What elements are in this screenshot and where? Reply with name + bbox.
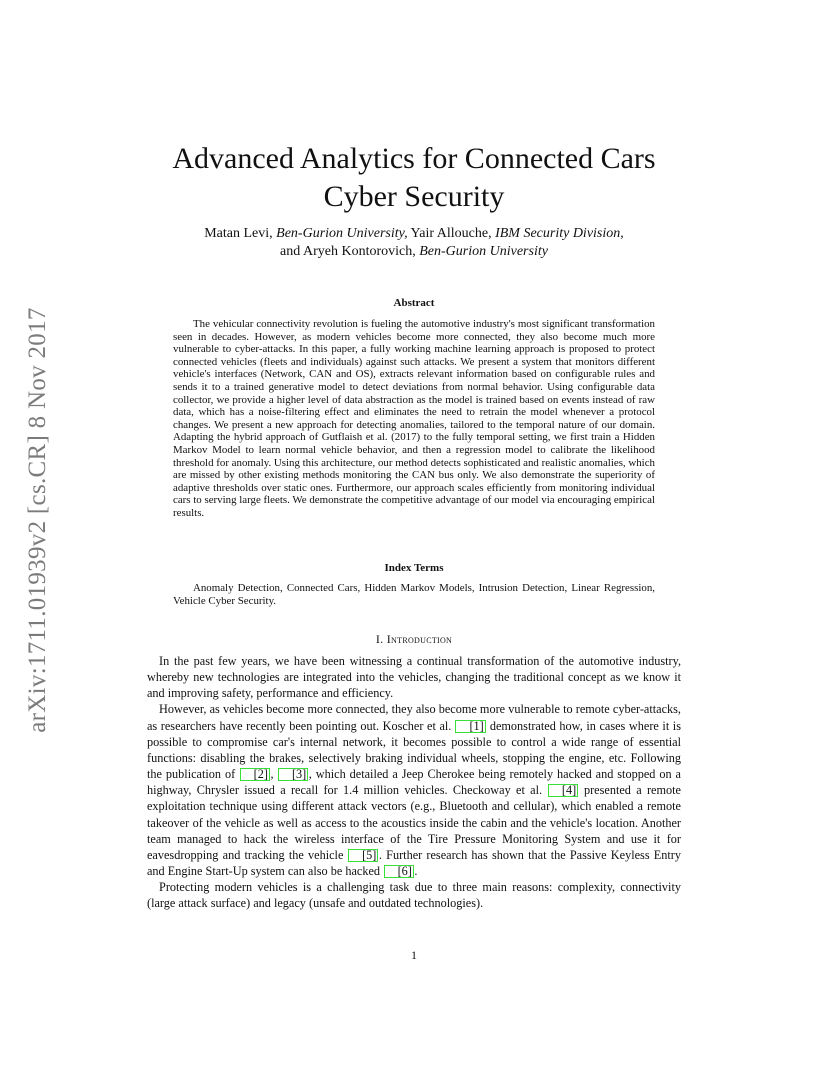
citation-link-4[interactable]: [4] <box>548 784 578 797</box>
abstract-heading: Abstract <box>393 297 435 309</box>
paragraph-2-text-g: . <box>414 864 418 879</box>
section-title: Introduction <box>386 632 453 646</box>
citation-link-1[interactable]: [1] <box>455 720 485 733</box>
body-text <box>147 653 681 912</box>
page-number: 1 <box>411 948 417 962</box>
citation-link-2[interactable]: [2] <box>240 768 270 781</box>
index-terms-heading: Index Terms <box>384 562 444 574</box>
paragraph-2 <box>147 701 681 879</box>
paragraph-2-text-e: presented a remote exploitation technique using different attack vectors (e.g., Bluetooth and cellular), which enabled a remote takeover of the vehicle as well as access to the acoustics inside the cabin and the vehicle's location. Another team managed to hack the wireless interface of the Tire Pressure Monitoring System and use it for eavesdropping and tracking the vehicle <box>147 783 681 862</box>
author-3-name: and Aryeh Kontorovich, <box>280 244 420 259</box>
title-line-2: Cyber Security <box>323 180 505 213</box>
arxiv-identifier-text: arXiv:1711.01939v2 [cs.CR] 8 Nov 2017 <box>24 307 51 733</box>
author-1-name: Matan Levi, <box>204 226 277 241</box>
paragraph-3: Protecting modern vehicles is a challenging task due to three main reasons: complexity, connectivity (large attack surface) and legacy (unsafe and outdated technologies). <box>147 880 681 911</box>
section-heading-introduction <box>147 632 681 647</box>
author-2-name: Yair Allouche, <box>407 226 496 241</box>
section-number: I. <box>375 632 387 646</box>
paragraph-2-text-f: . Further research has shown that the Passive Keyless Entry and Engine Start-Up system can also be hacked <box>147 847 682 879</box>
title-line-1: Advanced Analytics for Connected Cars <box>172 142 656 175</box>
paragraph-2-text-c: , <box>270 767 278 782</box>
paragraph-2-text-b: demonstrated how, in cases where it is possible to compromise car's internal network, it becomes possible to control a wide range of essential functions: disabling the brakes, selectively braking individual wheels, stopping the engine, etc. Following the publication of <box>147 718 681 782</box>
index-terms-text: Anomaly Detection, Connected Cars, Hidden Markov Models, Intrusion Detection, Linear Regression, Vehicle Cyber Security. <box>173 582 655 607</box>
abstract-text: The vehicular connectivity revolution is fueling the automotive industry's most significant transformation seen in decades. However, as modern vehicles become more connected, they also become much more vulnerable to cyber-attacks. In this paper, a fully working machine learning approach is proposed to protect connected vehicles (fleets and individuals) against such attacks. We present a system that monitors different vehicle's interfaces (Network, CAN and OS), extracts relevant information based on configurable rules and sends it to a trained generative model to detect deviations from normal behavior. Using configurable data collector, we provide a higher level of data abstraction as the model is trained based on events instead of raw data, which has a noise-filtering effect and eliminates the need to retrain the model whenever a protocol changes. We present a new approach for detecting anomalies, tailored to the temporal nature of our domain. Adapting the hybrid approach of Gutflaish et al. (2017) to the fully temporal setting, we first train a Hidden Markov Model to learn normal vehicle behavior, and then a regression model to calibrate the likelihood threshold for anomaly. Using this architecture, our method detects sophisticated and realistic anomalies, which are missed by other existing methods monitoring the CAN bus only. We also demonstrate the superiority of adaptive thresholds over static ones. Furthermore, our approach scales efficiently from monitoring individual cars to serving large fleets. We demonstrate the competitive advantage of our model via encouraging empirical results. <box>173 318 655 519</box>
paragraph-2-text-a: However, as vehicles become more connected, they also become more vulnerable to remote cyber-attacks, as researchers have recently been pointing out. Koscher et al. <box>147 702 681 733</box>
paper-title <box>100 140 728 216</box>
citation-link-3[interactable]: [3] <box>278 768 308 781</box>
author-3-affiliation: Ben-Gurion University <box>419 244 548 259</box>
paragraph-2-text-d: , which detailed a Jeep Cherokee being remotely hacked and stopped on a highway, Chrysler issued a recall for 1.4 million vehicles. Checkoway et al. <box>147 767 681 798</box>
citation-link-5[interactable]: [5] <box>348 849 378 862</box>
author-list <box>100 225 728 261</box>
paragraph-1: In the past few years, we have been witnessing a continual transformation of the automotive industry, whereby new technologies are integrated into the vehicles, changing the traditional concept as we know it and improving safety, performance and efficiency. <box>147 654 681 701</box>
author-1-affiliation: Ben-Gurion University, <box>276 226 408 241</box>
citation-link-6[interactable]: [6] <box>384 865 414 878</box>
author-2-affiliation: IBM Security Division, <box>495 226 624 241</box>
